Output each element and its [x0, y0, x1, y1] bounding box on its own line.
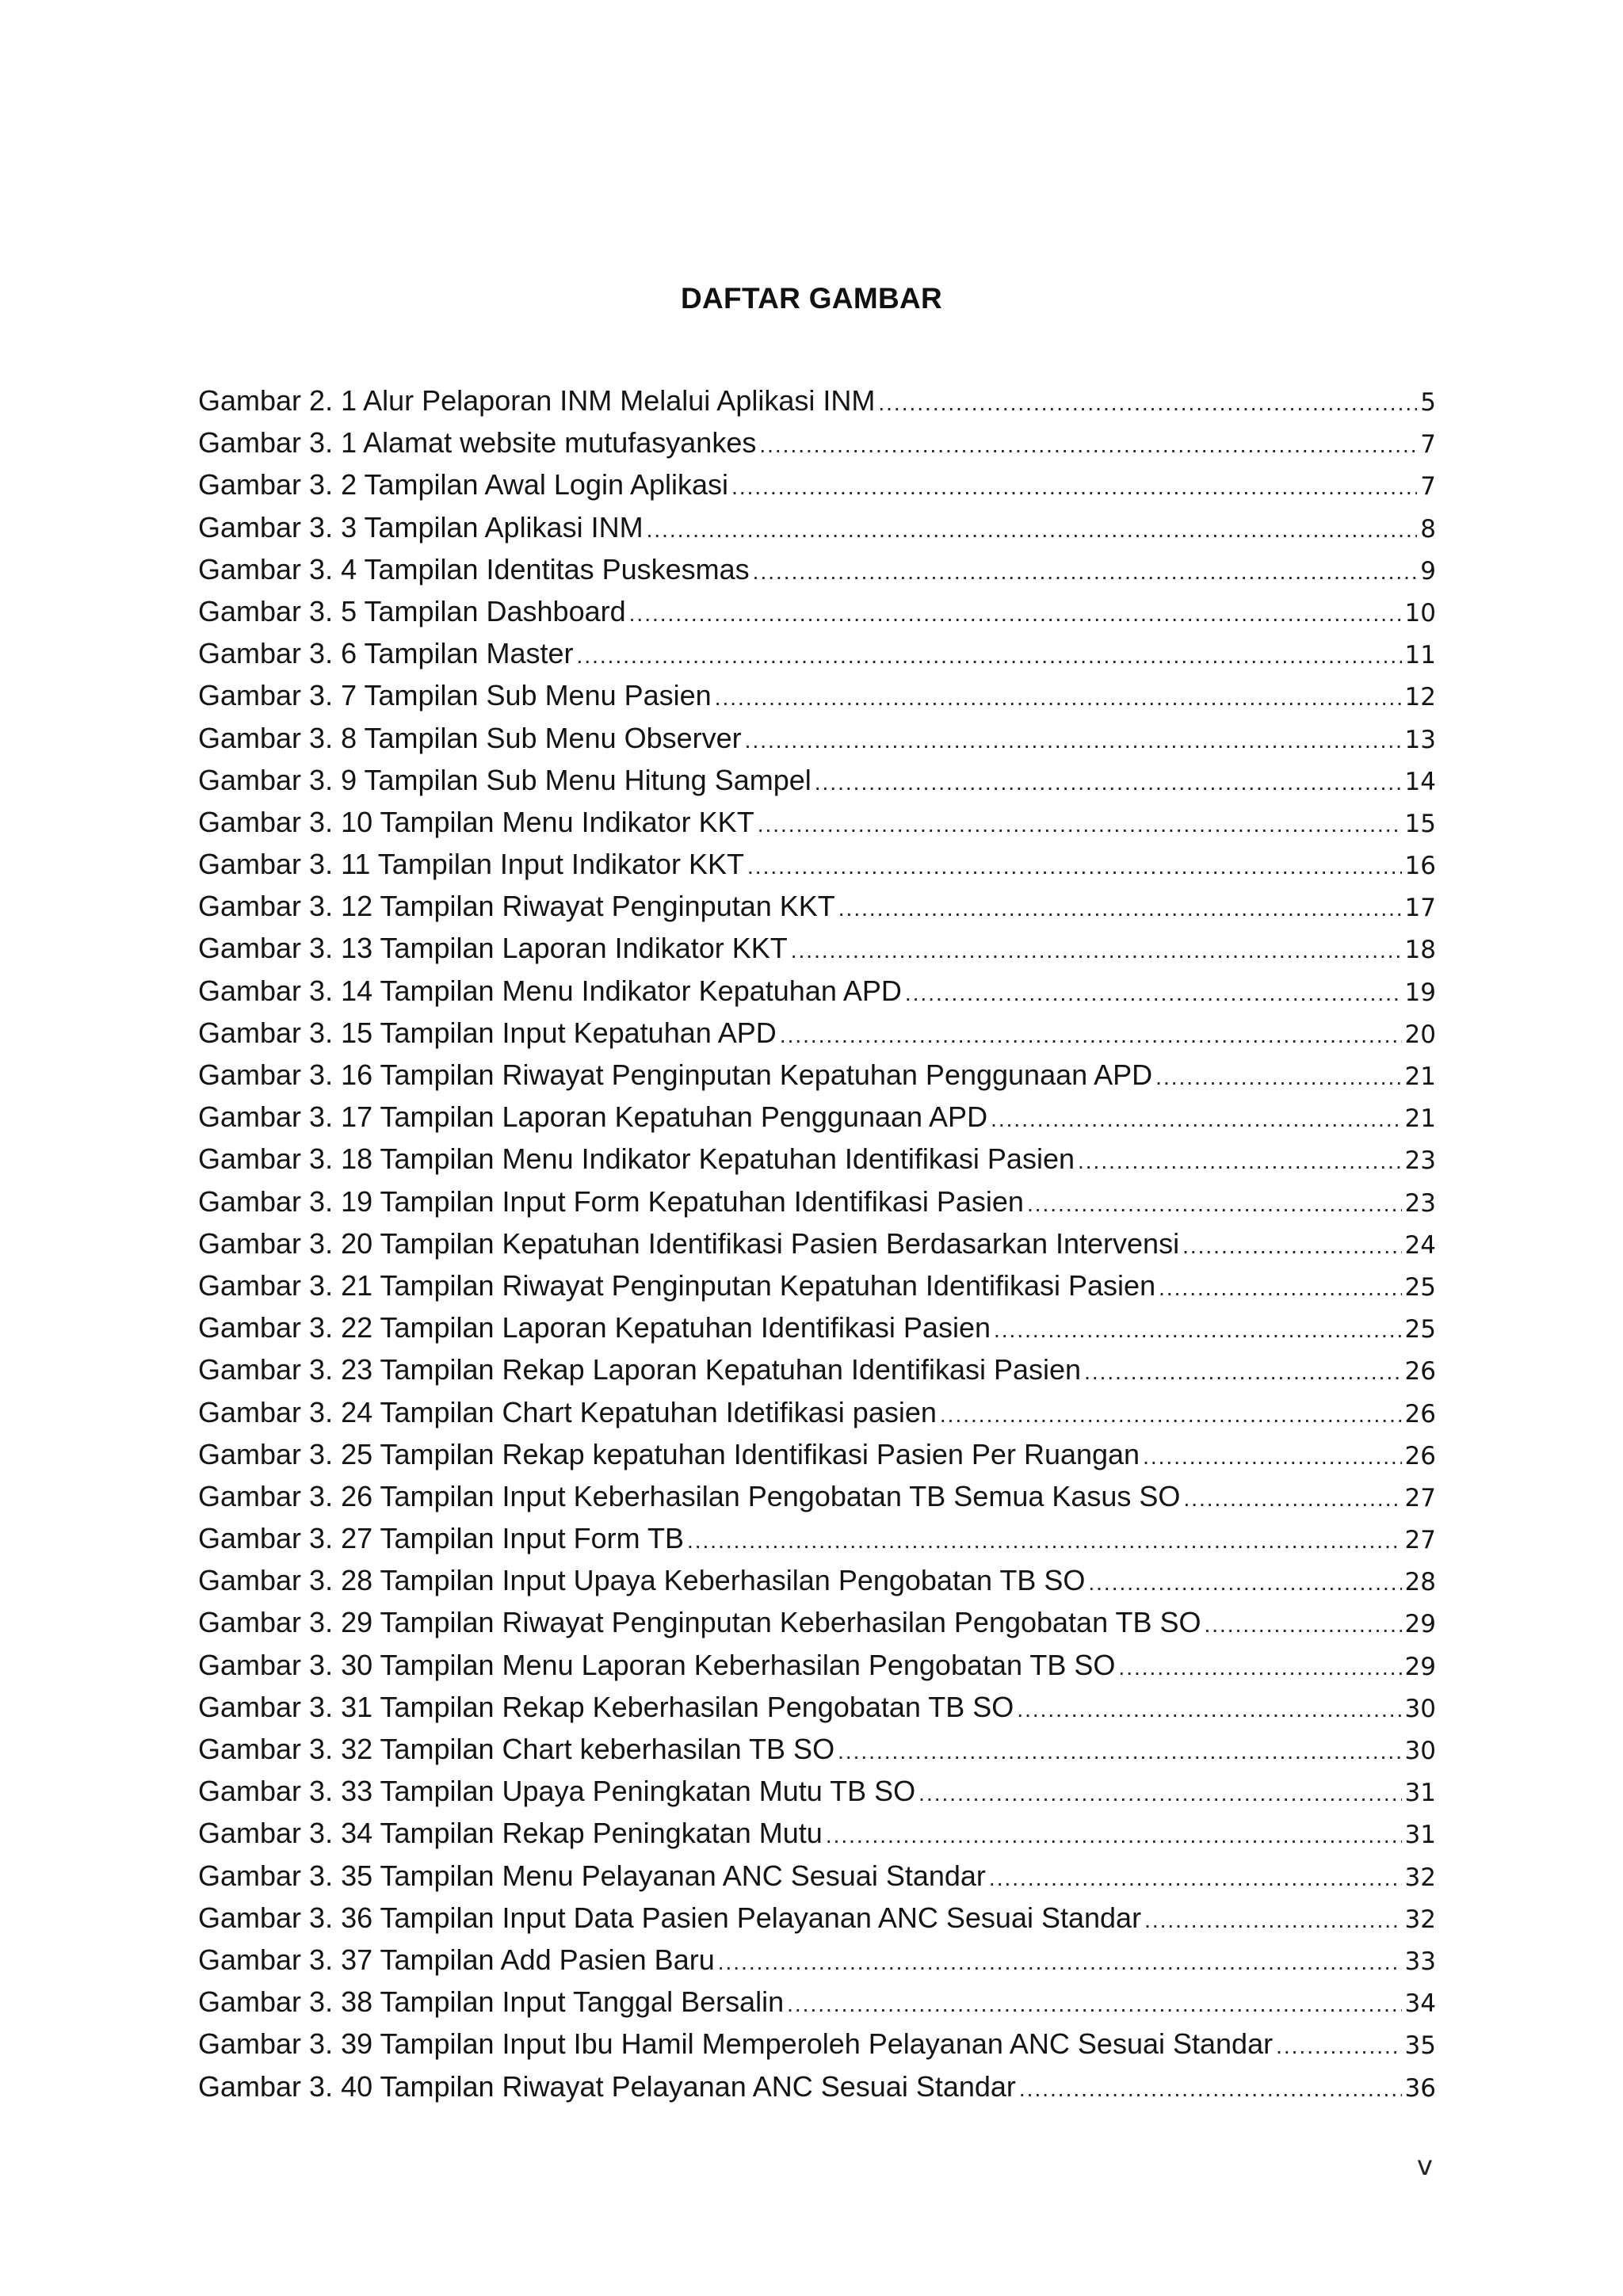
toc-dot-leader: [1017, 1688, 1401, 1730]
toc-entry[interactable]: [198, 1855, 1436, 1897]
toc-entry[interactable]: [198, 1348, 1436, 1390]
toc-entry-page: 11: [1404, 641, 1436, 670]
toc-entry-page: 18: [1404, 936, 1436, 965]
page-title: DAFTAR GAMBAR: [681, 282, 942, 315]
toc-entry[interactable]: [198, 1264, 1436, 1306]
toc-entry-page: 29: [1404, 1610, 1436, 1639]
toc-entry-page: 25: [1404, 1315, 1436, 1344]
toc-entry-page: 30: [1404, 1694, 1436, 1723]
toc-entry-page: 13: [1404, 725, 1436, 754]
toc-entry-page: 31: [1404, 1821, 1436, 1850]
toc-entry-page: 23: [1404, 1188, 1436, 1218]
toc-entry-label: Gambar 3. 25 Tampilan Rekap kepatuhan Identifikasi Pasien Per Ruangan: [198, 1437, 1140, 1470]
figure-list: [198, 379, 1436, 2107]
toc-entry-page: 26: [1404, 1357, 1436, 1386]
toc-entry[interactable]: [198, 590, 1436, 632]
toc-dot-leader: [1084, 1351, 1401, 1393]
toc-dot-leader: [838, 887, 1402, 929]
toc-entry[interactable]: [198, 1939, 1436, 1981]
toc-entry-label: Gambar 3. 20 Tampilan Kepatuhan Identifikasi Pasien Berdasarkan Intervensi: [198, 1226, 1180, 1260]
toc-dot-leader: [989, 1857, 1402, 1899]
toc-entry-page: 15: [1404, 809, 1436, 838]
toc-dot-leader: [1144, 1899, 1401, 1941]
toc-entry-page: 8: [1420, 514, 1436, 543]
toc-entry[interactable]: [198, 717, 1436, 759]
toc-entry-label: Gambar 3. 36 Tampilan Input Data Pasien Pelayanan ANC Sesuai Standar: [198, 1901, 1142, 1934]
toc-entry-page: 24: [1404, 1230, 1436, 1260]
toc-entry[interactable]: [198, 1306, 1436, 1348]
toc-dot-leader: [1019, 2068, 1402, 2110]
toc-entry-page: 25: [1404, 1272, 1436, 1302]
toc-dot-leader: [1159, 1267, 1401, 1309]
toc-entry[interactable]: [198, 1180, 1436, 1222]
toc-entry-label: Gambar 3. 34 Tampilan Rekap Peningkatan Mutu: [198, 1817, 823, 1850]
toc-dot-leader: [629, 593, 1402, 635]
toc-entry[interactable]: [198, 927, 1436, 969]
toc-dot-leader: [826, 1814, 1402, 1856]
toc-entry[interactable]: [198, 1812, 1436, 1854]
toc-entry-page: 14: [1404, 767, 1436, 796]
toc-entry-page: 23: [1404, 1146, 1436, 1176]
toc-dot-leader: [905, 972, 1402, 1014]
toc-entry[interactable]: [198, 1433, 1436, 1475]
toc-entry-label: Gambar 3. 27 Tampilan Input Form TB: [198, 1522, 684, 1555]
toc-entry[interactable]: [198, 463, 1436, 505]
toc-entry-label: Gambar 3. 28 Tampilan Input Upaya Keberhasilan Pengobatan TB SO: [198, 1564, 1086, 1597]
toc-entry-label: Gambar 3. 1 Alamat website mutufasyankes: [198, 426, 757, 460]
toc-entry[interactable]: [198, 2065, 1436, 2107]
toc-entry-label: Gambar 3. 24 Tampilan Chart Kepatuhan Idetifikasi pasien: [198, 1395, 937, 1428]
toc-dot-leader: [1155, 1056, 1401, 1098]
toc-entry[interactable]: [198, 843, 1436, 885]
toc-dot-leader: [1088, 1562, 1401, 1604]
toc-dot-leader: [780, 1014, 1402, 1056]
toc-entry[interactable]: [198, 1981, 1436, 2023]
toc-dot-leader: [745, 719, 1402, 761]
toc-entry-label: Gambar 2. 1 Alur Pelaporan INM Melalui Aplikasi INM: [198, 384, 876, 417]
toc-dot-leader: [940, 1394, 1402, 1436]
toc-entry-label: Gambar 3. 7 Tampilan Sub Menu Pasien: [198, 679, 712, 712]
toc-entry-label: Gambar 3. 22 Tampilan Laporan Kepatuhan Identifikasi Pasien: [198, 1311, 991, 1344]
toc-entry[interactable]: [198, 759, 1436, 801]
toc-entry-page: 27: [1404, 1526, 1436, 1555]
toc-entry[interactable]: [198, 1012, 1436, 1054]
toc-entry[interactable]: [198, 885, 1436, 927]
toc-entry[interactable]: [198, 1096, 1436, 1138]
toc-entry-page: 29: [1404, 1652, 1436, 1681]
toc-dot-leader: [991, 1098, 1401, 1140]
toc-entry[interactable]: [198, 1897, 1436, 1939]
toc-dot-leader: [918, 1772, 1401, 1814]
toc-entry-page: 21: [1404, 1104, 1436, 1134]
toc-dot-leader: [1276, 2025, 1401, 2067]
toc-entry-page: 7: [1420, 430, 1436, 460]
toc-dot-leader: [747, 845, 1402, 887]
toc-entry-label: Gambar 3. 15 Tampilan Input Kepatuhan APD: [198, 1016, 777, 1049]
toc-dot-leader: [1183, 1478, 1401, 1520]
toc-dot-leader: [753, 551, 1418, 593]
toc-entry[interactable]: [198, 970, 1436, 1012]
toc-entry-label: Gambar 3. 3 Tampilan Aplikasi INM: [198, 510, 643, 543]
toc-entry[interactable]: [198, 548, 1436, 590]
toc-entry[interactable]: [198, 1601, 1436, 1643]
toc-entry-label: Gambar 3. 9 Tampilan Sub Menu Hitung Sampel: [198, 763, 812, 796]
toc-entry-page: 12: [1404, 683, 1436, 712]
toc-dot-leader: [1204, 1604, 1401, 1646]
toc-dot-leader: [1027, 1183, 1402, 1225]
toc-entry-page: 19: [1404, 978, 1436, 1007]
toc-entry-label: Gambar 3. 8 Tampilan Sub Menu Observer: [198, 721, 742, 754]
toc-dot-leader: [758, 803, 1402, 845]
toc-dot-leader: [1078, 1140, 1402, 1182]
toc-entry[interactable]: [198, 1770, 1436, 1812]
toc-entry-label: Gambar 3. 37 Tampilan Add Pasien Baru: [198, 1943, 715, 1976]
toc-entry[interactable]: [198, 2023, 1436, 2065]
toc-entry-label: Gambar 3. 5 Tampilan Dashboard: [198, 594, 626, 627]
toc-dot-leader: [687, 1520, 1402, 1562]
toc-dot-leader: [791, 929, 1402, 971]
toc-entry-page: 10: [1404, 598, 1436, 627]
toc-entry-label: Gambar 3. 18 Tampilan Menu Indikator Kepatuhan Identifikasi Pasien: [198, 1142, 1075, 1176]
toc-entry-label: Gambar 3. 38 Tampilan Input Tanggal Bersalin: [198, 1985, 785, 2019]
toc-entry-page: 33: [1404, 1947, 1436, 1976]
toc-entry-label: Gambar 3. 31 Tampilan Rekap Keberhasilan Pengobatan TB SO: [198, 1690, 1014, 1723]
toc-entry-page: 28: [1404, 1568, 1436, 1597]
toc-entry[interactable]: [198, 1475, 1436, 1517]
toc-dot-leader: [1182, 1225, 1401, 1267]
toc-entry-label: Gambar 3. 29 Tampilan Riwayat Penginputan Keberhasilan Pengobatan TB SO: [198, 1606, 1201, 1639]
toc-entry-page: 5: [1420, 388, 1436, 417]
toc-entry-page: 35: [1404, 2031, 1436, 2061]
toc-entry-label: Gambar 3. 16 Tampilan Riwayat Penginputan Kepatuhan Penggunaan APD: [198, 1058, 1153, 1091]
toc-entry[interactable]: [198, 801, 1436, 843]
toc-entry-page: 27: [1404, 1483, 1436, 1512]
toc-entry[interactable]: [198, 1138, 1436, 1180]
toc-entry[interactable]: [198, 1686, 1436, 1728]
toc-entry-page: 36: [1404, 2073, 1436, 2103]
toc-entry-page: 34: [1404, 1989, 1436, 2019]
toc-entry[interactable]: [198, 421, 1436, 463]
toc-entry[interactable]: [198, 1222, 1436, 1264]
toc-entry-label: Gambar 3. 11 Tampilan Input Indikator KKT: [198, 848, 745, 881]
toc-entry-label: Gambar 3. 6 Tampilan Master: [198, 637, 574, 670]
toc-dot-leader: [731, 466, 1417, 508]
toc-entry-page: 20: [1404, 1020, 1436, 1049]
toc-entry-label: Gambar 3. 4 Tampilan Identitas Puskesmas: [198, 552, 750, 585]
toc-dot-leader: [878, 382, 1417, 424]
toc-dot-leader: [1143, 1436, 1401, 1478]
toc-entry-page: 30: [1404, 1737, 1436, 1765]
toc-entry-label: Gambar 3. 19 Tampilan Input Form Kepatuhan Identifikasi Pasien: [198, 1184, 1024, 1218]
toc-entry-page: 26: [1404, 1399, 1436, 1428]
toc-dot-leader: [994, 1309, 1402, 1351]
toc-entry-label: Gambar 3. 13 Tampilan Laporan Indikator KKT: [198, 932, 788, 965]
toc-entry-page: 7: [1420, 472, 1436, 502]
toc-entry[interactable]: [198, 379, 1436, 421]
toc-dot-leader: [838, 1730, 1401, 1772]
toc-entry-page: 17: [1404, 894, 1436, 923]
toc-entry-page: 26: [1404, 1441, 1436, 1470]
toc-dot-leader: [759, 424, 1417, 466]
toc-entry-label: Gambar 3. 17 Tampilan Laporan Kepatuhan Penggunaan APD: [198, 1100, 988, 1134]
toc-dot-leader: [1118, 1646, 1401, 1688]
toc-entry-page: 31: [1404, 1779, 1436, 1808]
toc-entry[interactable]: [198, 1644, 1436, 1686]
toc-dot-leader: [577, 635, 1402, 677]
toc-entry-label: Gambar 3. 35 Tampilan Menu Pelayanan ANC Sesuai Standar: [198, 1859, 986, 1892]
toc-entry-label: Gambar 3. 10 Tampilan Menu Indikator KKT: [198, 805, 754, 838]
page-number: v: [1416, 2150, 1433, 2182]
toc-entry-label: Gambar 3. 30 Tampilan Menu Laporan Keberhasilan Pengobatan TB SO: [198, 1648, 1116, 1681]
toc-entry-label: Gambar 3. 21 Tampilan Riwayat Penginputan Kepatuhan Identifikasi Pasien: [198, 1268, 1156, 1302]
toc-entry[interactable]: [198, 1517, 1436, 1559]
toc-entry-label: Gambar 3. 12 Tampilan Riwayat Penginputan KKT: [198, 890, 835, 923]
toc-entry[interactable]: [198, 1559, 1436, 1601]
toc-dot-leader: [815, 761, 1402, 803]
toc-dot-leader: [787, 1983, 1401, 2025]
toc-dot-leader: [715, 677, 1402, 719]
toc-entry[interactable]: [198, 1391, 1436, 1433]
toc-entry[interactable]: [198, 674, 1436, 716]
toc-entry-label: Gambar 3. 2 Tampilan Awal Login Aplikasi: [198, 468, 729, 502]
toc-entry-label: Gambar 3. 32 Tampilan Chart keberhasilan TB SO: [198, 1733, 835, 1765]
toc-entry-label: Gambar 3. 23 Tampilan Rekap Laporan Kepatuhan Identifikasi Pasien: [198, 1353, 1082, 1386]
toc-entry-page: 9: [1420, 556, 1436, 585]
toc-entry-page: 32: [1404, 1863, 1436, 1892]
toc-entry-page: 21: [1404, 1062, 1436, 1091]
toc-entry-page: 32: [1404, 1905, 1436, 1934]
toc-entry-label: Gambar 3. 33 Tampilan Upaya Peningkatan Mutu TB SO: [198, 1775, 916, 1808]
toc-entry[interactable]: [198, 506, 1436, 548]
toc-entry-label: Gambar 3. 40 Tampilan Riwayat Pelayanan ANC Sesuai Standar: [198, 2069, 1016, 2103]
toc-entry-page: 16: [1404, 852, 1436, 881]
toc-entry[interactable]: [198, 1728, 1436, 1770]
toc-entry[interactable]: [198, 632, 1436, 674]
toc-entry-label: Gambar 3. 39 Tampilan Input Ibu Hamil Memperoleh Pelayanan ANC Sesuai Standar: [198, 2027, 1274, 2061]
toc-dot-leader: [647, 509, 1418, 551]
toc-dot-leader: [718, 1941, 1402, 1983]
toc-entry-label: Gambar 3. 14 Tampilan Menu Indikator Kepatuhan APD: [198, 974, 902, 1007]
toc-entry-label: Gambar 3. 26 Tampilan Input Keberhasilan Pengobatan TB Semua Kasus SO: [198, 1479, 1181, 1512]
toc-entry[interactable]: [198, 1054, 1436, 1096]
